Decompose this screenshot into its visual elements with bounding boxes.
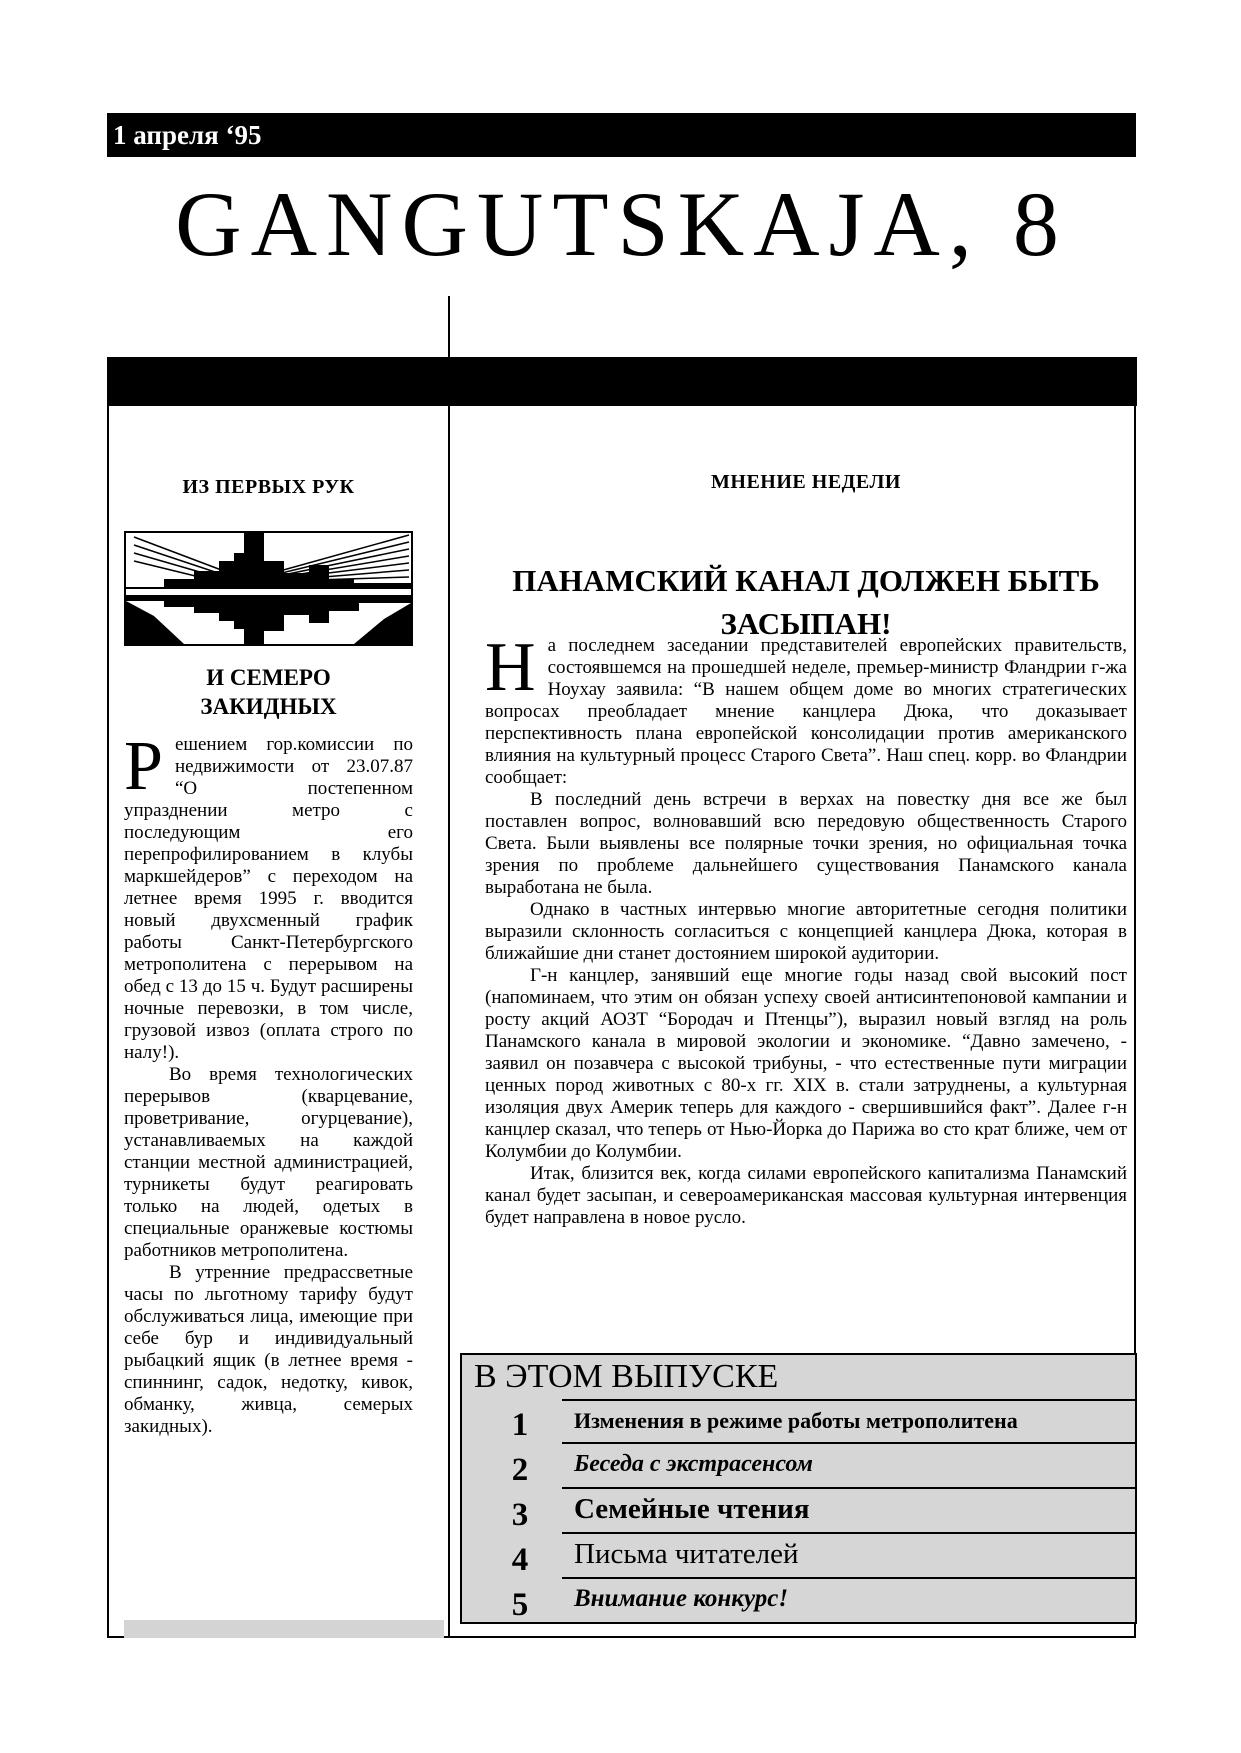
toc-item[interactable]: [462, 1399, 1135, 1444]
masthead-title: GANGUTSKAJA, 8: [175, 173, 1068, 275]
toc-item-label: Изменения в режиме работы метрополитена: [574, 1408, 1018, 1433]
toc-item[interactable]: [462, 1579, 1135, 1624]
toc-item-label: Семейные чтения: [574, 1493, 810, 1525]
city-skyline-logo: [124, 531, 413, 646]
gray-footer-bar: [124, 1620, 444, 1638]
left-article-body: Решением гор.комиссии по недвижимости от 23.07.87 “О постепенном упразднении метро с последующим его перепрофилированием в клубы маркшейдеров” с переходом на летнее время 1995 г. вводится новый двухсменный график работы Санкт-Петербургского метрополитена с перерывом на обед с 13 до 15 ч. Будут расширены ночные перевозки, в том числе, грузовой извоз (оплата строго по налу!). Во время технологических перерывов (кварцевание, проветривание, огурцевание), устанавливаемых на каждой станции местной администрацией, турникеты будут реагировать только на людей, одетых в специальные оранжевые костюмы работников метрополитена. В утренние предрассветные часы по льготному тарифу будут обслуживаться лица, имеющие при себе бур и индивидуальный рыбацкий ящик (в летнее время - спиннинг, садок, недотку, кивок, обманку, живца, семерых закидных).: [124, 728, 413, 1437]
toc-item-label: Письма читателей: [574, 1538, 799, 1570]
toc-item-number: 4: [511, 1542, 529, 1578]
toc-title: В ЭТОМ ВЫПУСКЕ: [474, 1358, 779, 1395]
right-headline: ПАНАМСКИЙ КАНАЛ ДОЛЖЕН БЫТЬ ЗАСЫПАН!: [512, 563, 1100, 641]
toc-item-label: Внимание конкурс!: [574, 1585, 789, 1612]
toc-item-number: 3: [511, 1497, 529, 1533]
column-rule: [448, 406, 450, 1638]
toc-item[interactable]: [462, 1534, 1135, 1579]
drop-cap: Н: [485, 629, 536, 706]
right-article-body: На последнем заседании представителей европейских правительств, состоявшемся на прошедшей неделе, премьер-министр Фландрии г-жа Ноухау заявила: “В нашем общем доме во многих стратегических вопросах преобладает мнение канцлера Дюка, что доказывает перспективность плана европейской консолидации против американского влияния на культурный процесс Старого Света”. Наш спец. корр. во Фландрии сообщает: В последний день встречи в верхах на повестку дня все же был поставлен вопрос, волновавший всю передовую общественность Старого Света. Были выявлены все полярные точки зрения, но официальная точка зрения по проблеме дальнейшего существования Панамского канала выработана не была. Однако в частных интервью многие авторитетные сегодня политики выразили склонность согласиться с концепцией канцлера Дюка, которая в ближайшие дни станет достоянием широкой аудитории. Г-н канцлер, занявший еще многие годы назад свой высокий пост (напоминаем, что этим он обязан успеху своей антисинтепоновой кампании и росту акций АОЗТ “Бородач и Птенцы”), выразил новый взгляд на роль Панамского канала в мировой экологии и экономике. “Давно замечено, - заявил он позавчера с высокой трибуны, - что естественные пути миграции ценных пород животных с 80-х гг. XIX в. стали затруднены, а культурная изоляция двух Америк теперь для каждого - свершившийся факт”. Далее г-н канцлер сказал, что теперь от Нью-Йорка до Парижа во сто крат ближе, чем от Колумбии до Колумбии. Итак, близится век, когда силами европейского капитализма Панамский канал будет засыпан, и североамериканская массовая культурная интервенция будет направлена в новое русло.: [485, 629, 1127, 1228]
toc-item[interactable]: [462, 1489, 1135, 1534]
toc-item-number: 2: [511, 1452, 529, 1488]
issue-date: 1 апреля ‘95: [113, 120, 262, 150]
date-bar: [107, 113, 1136, 157]
toc-item[interactable]: [462, 1444, 1135, 1489]
left-section-kicker: ИЗ ПЕРВЫХ РУК: [182, 476, 355, 498]
toc-item-number: 5: [511, 1587, 529, 1623]
column-rule-top: [448, 296, 450, 358]
right-section-kicker: МНЕНИЕ НЕДЕЛИ: [711, 471, 901, 493]
in-this-issue-box: [460, 1353, 1137, 1624]
toc-item-label: Беседа с экстрасенсом: [574, 1451, 813, 1477]
drop-cap: Р: [124, 728, 163, 805]
left-headline: И СЕМЕРО ЗАКИДНЫХ: [200, 665, 337, 719]
header-black-band: [107, 357, 1137, 406]
toc-item-number: 1: [511, 1407, 529, 1443]
